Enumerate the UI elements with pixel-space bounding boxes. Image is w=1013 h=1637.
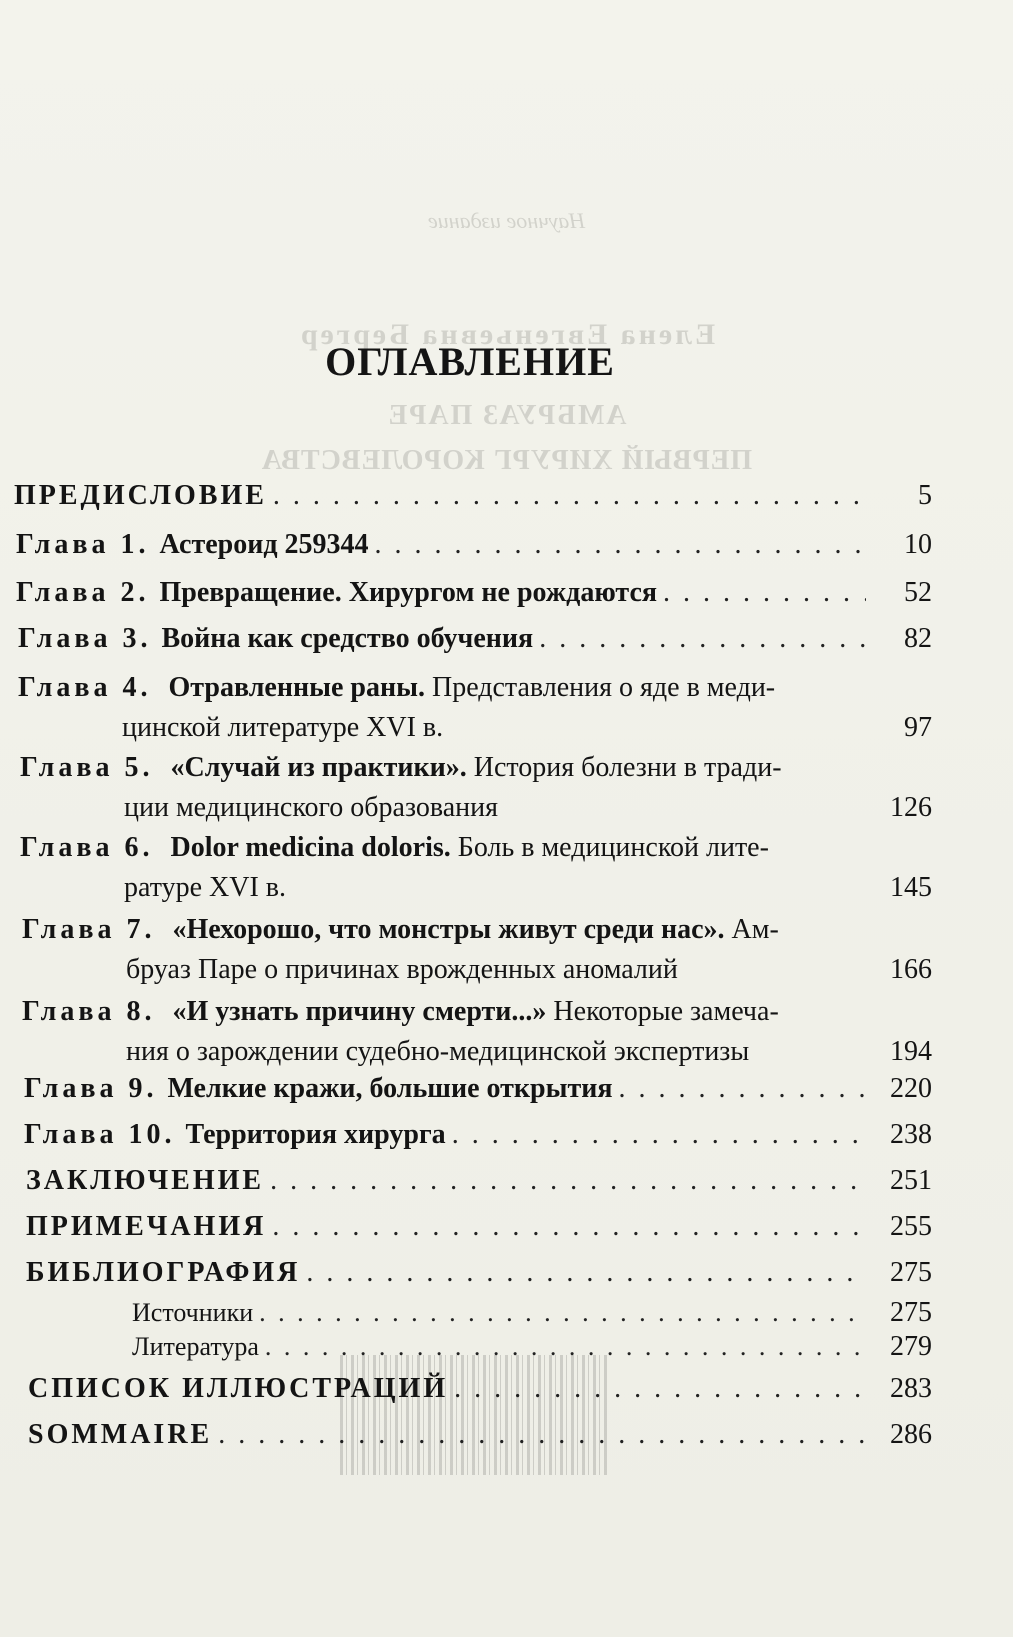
chapter-label: Глава 1. (16, 529, 150, 560)
dot-leader (270, 1162, 866, 1200)
entry-title: СПИСОК ИЛЛЮСТРАЦИЙ (28, 1373, 449, 1404)
toc-entry (24, 1116, 932, 1154)
show-through-text: ПЕРВЫЙ ХИРУРГ КОРОЛЕВСТВА (260, 445, 753, 476)
entry-title: Территория хирурга (185, 1119, 446, 1150)
chapter-label: Глава 9. (24, 1073, 158, 1104)
show-through-text: АМБРУАЗ ПАРЕ (386, 400, 627, 431)
toc-entry (16, 526, 932, 564)
chapter-label: Глава 4. (18, 672, 152, 703)
entry-subtitle-continued: ции медицинского образования (124, 792, 499, 823)
entry-subtitle: История болезни в тради- (473, 752, 782, 783)
page-number: 194 (890, 1036, 932, 1067)
page-number: 166 (890, 954, 932, 985)
entry-title: Война как средство обучения (161, 623, 534, 654)
entry-title: БИБЛИОГРАФИЯ (26, 1257, 301, 1288)
entry-title: Источники (132, 1298, 254, 1327)
dot-leader (375, 526, 866, 564)
entry-title: Превращение. Хирургом не рождаются (159, 577, 658, 608)
entry-title: ЗАКЛЮЧЕНИЕ (26, 1165, 265, 1196)
dot-leader (218, 1416, 866, 1454)
entry-title: Отравленные раны. (168, 672, 425, 703)
toc-entry (14, 477, 932, 515)
show-through-text: Елена Евгеньевна Бергер (297, 318, 716, 351)
entry-title: ПРЕДИСЛОВИЕ (14, 480, 267, 511)
toc-entry (24, 1070, 932, 1108)
dot-leader (452, 1116, 866, 1154)
toc-entry (22, 992, 932, 1072)
page-number: 279 (890, 1331, 932, 1362)
toc-entry (28, 1370, 932, 1408)
page-number: 275 (890, 1257, 932, 1288)
chapter-label: Глава 6. (20, 832, 154, 863)
chapter-label: Глава 8. (22, 996, 156, 1027)
page-number: 10 (904, 529, 932, 560)
page-number: 5 (918, 480, 932, 511)
dot-leader (539, 620, 866, 658)
toc-entry (20, 748, 932, 828)
dot-leader (454, 1370, 866, 1408)
entry-subtitle: Представления о яде в меди- (431, 672, 776, 703)
dot-leader (663, 574, 866, 612)
toc-entry (20, 828, 932, 908)
page-title: ОГЛАВЛЕНИЕ (325, 339, 615, 384)
entry-title: Астероид 259344 (159, 529, 369, 560)
toc-entry (28, 1416, 932, 1454)
entry-title: Dolor medicina doloris. (170, 832, 451, 863)
dot-leader (272, 1208, 866, 1246)
toc-subentry (132, 1294, 932, 1332)
entry-title: Мелкие кражи, большие открытия (167, 1073, 613, 1104)
chapter-label: Глава 5. (20, 752, 154, 783)
entry-subtitle-continued: цинской литературе XVI в. (122, 712, 444, 743)
entry-title: ПРИМЕЧАНИЯ (26, 1211, 267, 1242)
entry-subtitle-continued: бруаз Паре о причинах врожденных аномалий (126, 954, 678, 985)
show-through-text: Научное издание (427, 208, 586, 233)
dot-leader (619, 1070, 867, 1108)
toc-entry (16, 574, 932, 612)
page-number: 275 (890, 1297, 932, 1328)
page-number: 251 (890, 1165, 932, 1196)
dot-leader (273, 477, 866, 515)
toc-entry (18, 620, 932, 658)
page-number: 238 (890, 1119, 932, 1150)
chapter-label: Глава 10. (24, 1119, 176, 1150)
chapter-label: Глава 7. (22, 914, 156, 945)
dot-leader (259, 1294, 866, 1332)
toc-entry (18, 668, 932, 748)
entry-subtitle: Боль в медицинской лите- (457, 832, 769, 863)
page-number: 126 (890, 792, 932, 823)
page-number: 82 (904, 623, 932, 654)
entry-title: «И узнать причину смерти...» (172, 996, 547, 1027)
toc-entry (26, 1208, 932, 1246)
entry-subtitle-continued: ния о зарождении судебно-медицинской экспертизы (126, 1036, 750, 1067)
page-number: 286 (890, 1419, 932, 1450)
entry-title: SOMMAIRE (28, 1419, 213, 1450)
entry-subtitle-continued: ратуре XVI в. (124, 872, 286, 903)
toc-entry (22, 910, 932, 990)
page-number: 220 (890, 1073, 932, 1104)
entry-subtitle: Ам- (731, 914, 779, 945)
dot-leader (306, 1254, 866, 1292)
toc-subentry (132, 1328, 932, 1366)
entry-subtitle: Некоторые замеча- (553, 996, 779, 1027)
entry-title: Литература (132, 1332, 259, 1361)
page-number: 52 (904, 577, 932, 608)
page-number: 255 (890, 1211, 932, 1242)
page-number: 145 (890, 872, 932, 903)
chapter-label: Глава 2. (16, 577, 150, 608)
chapter-label: Глава 3. (18, 623, 152, 654)
entry-title: «Случай из практики». (170, 752, 467, 783)
page-number: 97 (904, 712, 932, 743)
toc-entry (26, 1254, 932, 1292)
entry-title: «Нехорошо, что монстры живут среди нас». (172, 914, 725, 945)
page-number: 283 (890, 1373, 932, 1404)
toc-entry (26, 1162, 932, 1200)
dot-leader (265, 1328, 866, 1366)
